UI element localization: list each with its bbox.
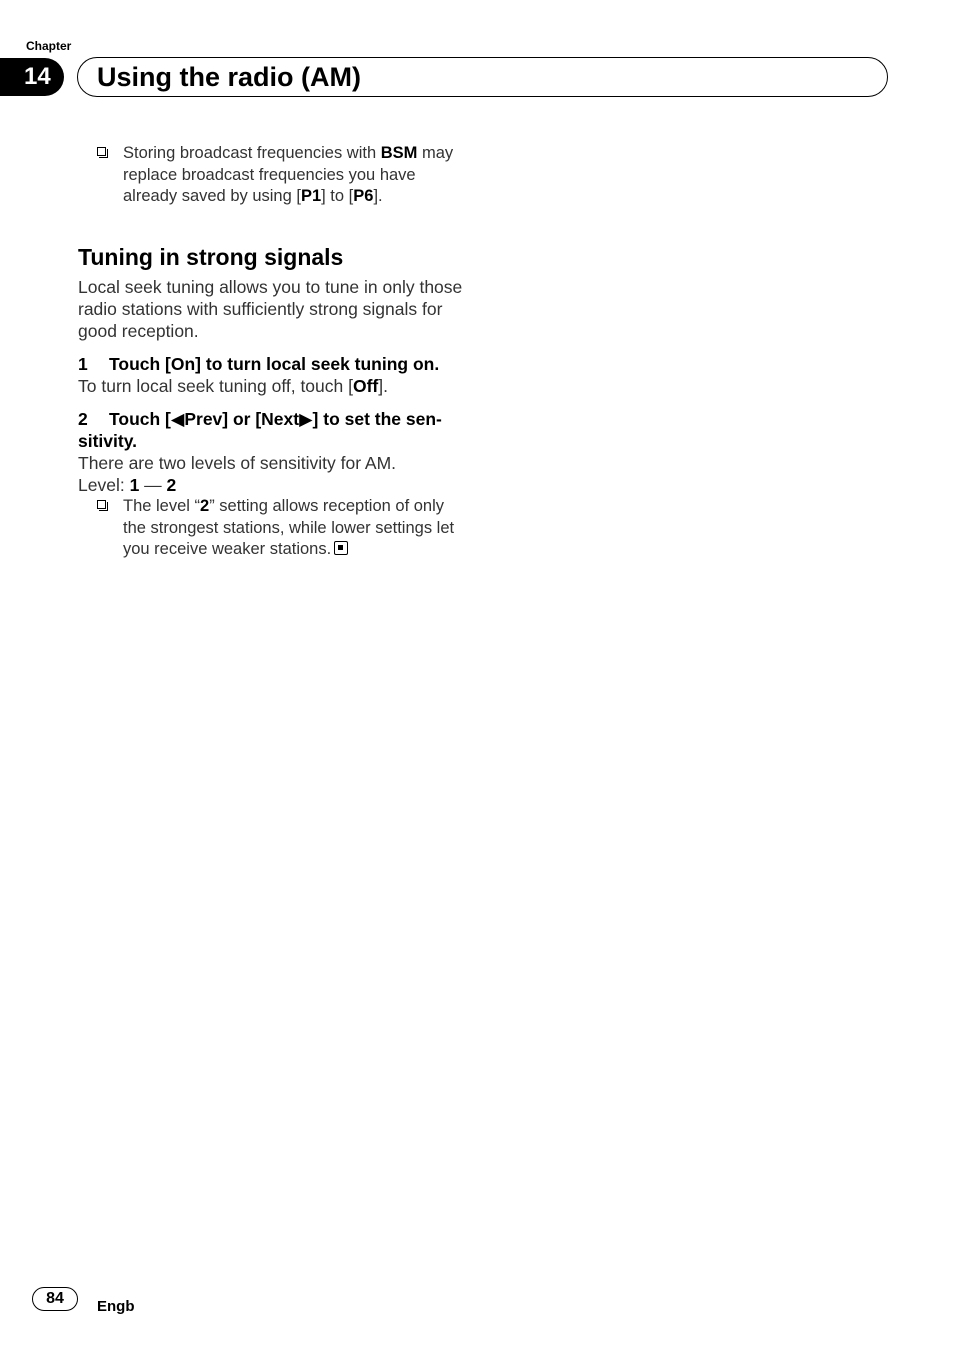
bsm-note: Storing broadcast frequencies with BSM may replace broadcast frequencies you have already saved by using [P1] to [P6].: [78, 143, 468, 208]
chapter-title: Using the radio (AM): [97, 62, 361, 92]
note-checkbox-icon: [97, 147, 106, 156]
bsm-note-block: [78, 143, 468, 208]
level-range: Level: 1 — 2: [78, 475, 177, 495]
language-code: Engb: [97, 1298, 135, 1315]
page-number: 84: [32, 1287, 78, 1311]
chapter-number-badge: 14: [0, 58, 64, 96]
note-checkbox-icon: [97, 500, 106, 509]
tuning-section: [78, 243, 468, 561]
end-of-section-icon: [334, 541, 348, 555]
chapter-label: Chapter: [26, 39, 72, 53]
step-2-number: 2: [78, 409, 88, 429]
step-1-number: 1: [78, 354, 88, 374]
level-note: The level “2” setting allows reception of only the strongest stations, while lower settings let you receive weaker stations.: [78, 496, 468, 561]
section-heading: Tuning in strong signals: [78, 244, 344, 270]
step-2-title: 2 Touch [◀Prev] or [Next▶] to set the sen-sitivity.: [78, 409, 442, 451]
p6-term: P6: [353, 187, 374, 205]
p1-term: P1: [300, 187, 322, 205]
bsm-term: BSM: [380, 144, 418, 162]
step-1-desc: To turn local seek tuning off, touch [Off].: [78, 376, 388, 396]
section-intro: Local seek tuning allows you to tune in only those radio stations with sufficiently strong signals for good reception.: [78, 277, 463, 341]
step-1-title: 1 Touch [On] to turn local seek tuning on.: [78, 354, 440, 374]
step-2-desc: There are two levels of sensitivity for AM.: [78, 453, 397, 473]
off-term: Off: [352, 376, 379, 396]
